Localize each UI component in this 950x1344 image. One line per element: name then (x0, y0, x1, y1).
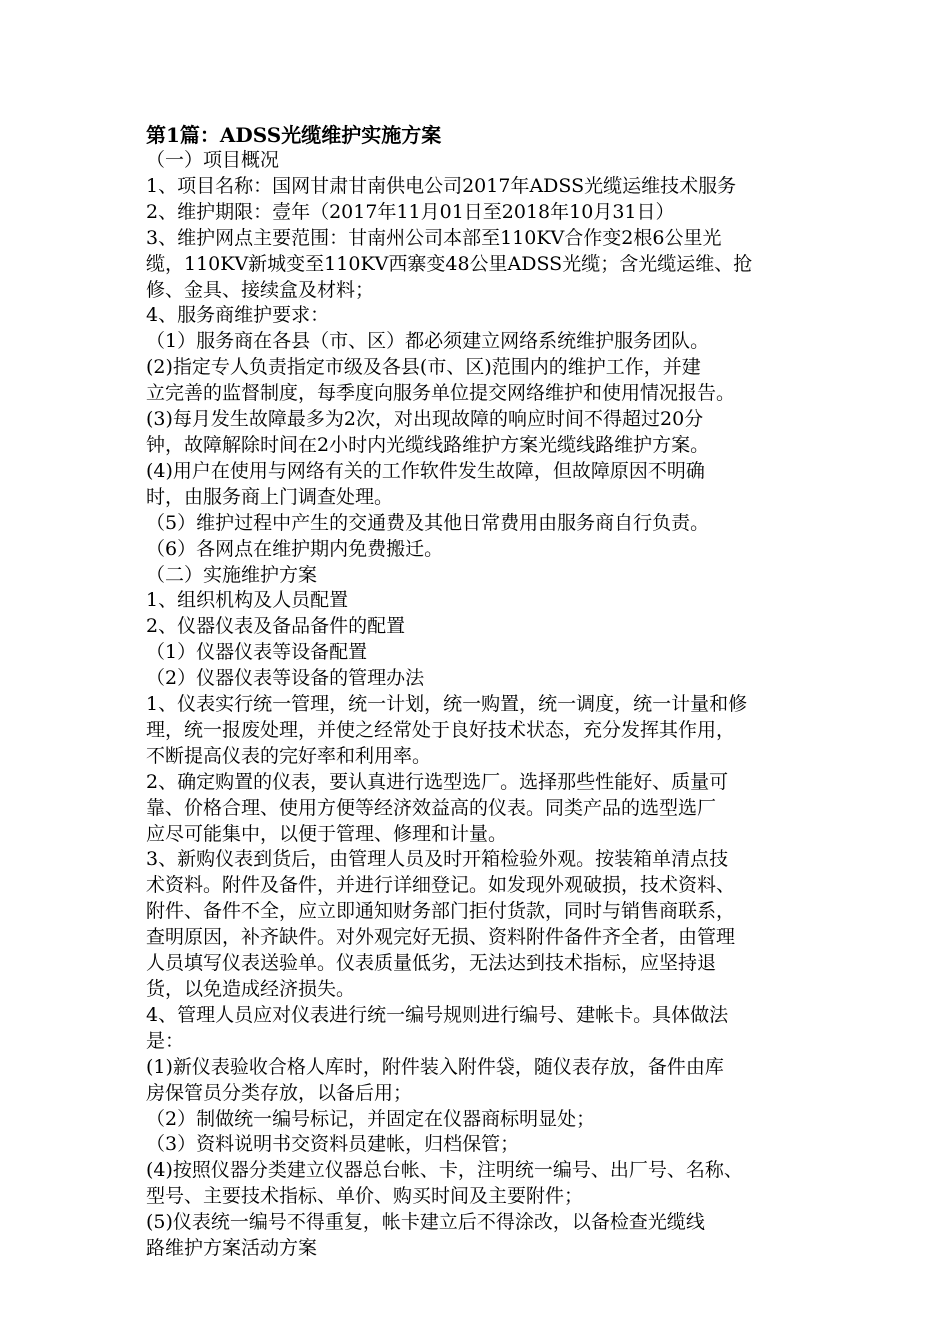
document-line: （3）资料说明书交资料员建帐，归档保管； (146, 1133, 520, 1156)
document-line: 时，由服务商上门调查处理。 (146, 485, 394, 508)
document-line: （二）实施维护方案 (146, 563, 318, 586)
document-line: 3、新购仪表到货后，由管理人员及时开箱检验外观。按装箱单清点技 (146, 848, 729, 871)
document-line: 4、服务商维护要求： (146, 304, 330, 327)
document-line: 附件、备件不全，应立即通知财务部门拒付货款，同时与销售商联系， (146, 900, 736, 923)
document-line: (3)每月发生故障最多为2次，对出现故障的响应时间不得超过20分 (146, 408, 704, 431)
document-line: (4)按照仪器分类建立仪器总台帐、卡，注明统一编号、出厂号、名称、 (146, 1159, 743, 1182)
document-line: 不断提高仪表的完好率和利用率。 (146, 744, 432, 767)
document-line: （2）仪器仪表等设备的管理办法 (146, 667, 425, 690)
document-line: 应尽可能集中，以便于管理、修理和计量。 (146, 822, 508, 845)
document-line: 钟，故障解除时间在2小时内光缆线路维护方案光缆线路维护方案。 (146, 433, 710, 456)
document-line: 2、维护期限：壹年（2017年11月01日至2018年10月31日） (146, 200, 675, 223)
document-line: （1）服务商在各县（市、区）都必须建立网络系统维护服务团队。 (146, 330, 710, 353)
document-line: 缆，110KV新城变至110KV西寨变48公里ADSS光缆；含光缆运维、抢 (146, 252, 753, 275)
document-line: 2、确定购置的仪表，要认真进行选型选厂。选择那些性能好、质量可 (146, 770, 729, 793)
document-line: (4)用户在使用与网络有关的工作软件发生故障，但故障原因不明确 (146, 459, 705, 482)
document-line: 3、维护网点主要范围：甘南州公司本部至110KV合作变2根6公里光 (146, 226, 722, 249)
document-line: 货，以免造成经济损失。 (146, 978, 356, 1000)
document-line: 型号、主要技术指标、单价、购买时间及主要附件； (146, 1185, 584, 1208)
document-line: 理，统一报废处理，并使之经常处于良好技术状态，充分发挥其作用， (146, 718, 736, 741)
document-line: 1、仪表实行统一管理，统一计划，统一购置，统一调度，统一计量和修 (146, 693, 748, 716)
document-line: 查明原因，补齐缺件。对外观完好无损、资料附件备件齐全者，由管理 (146, 926, 736, 949)
document-line: (2)指定专人负责指定市级及各县(市、区)范围内的维护工作，并建 (146, 356, 701, 379)
document-line: 立完善的监督制度，每季度向服务单位提交网络维护和使用情况报告。 (146, 382, 736, 405)
document-page (146, 122, 822, 1262)
document-line: （一）项目概况 (146, 149, 280, 171)
document-line: 房保管员分类存放，以备后用； (146, 1081, 413, 1104)
document-line: 4、管理人员应对仪表进行统一编号规则进行编号、建帐卡。具体做法 (146, 1003, 729, 1026)
document-line: 路维护方案活动方案 (146, 1237, 318, 1260)
document-line: （2）制做统一编号标记，并固定在仪器商标明显处； (146, 1107, 596, 1130)
document-line: （6）各网点在维护期内免费搬迁。 (146, 537, 444, 560)
document-body (146, 148, 822, 1262)
document-line: 1、项目名称：国网甘肃甘南供电公司2017年ADSS光缆运维技术服务 (146, 174, 737, 197)
document-line: 术资料。附件及备件，并进行详细登记。如发现外观破损，技术资料、 (146, 874, 736, 897)
document-line: (5)仪表统一编号不得重复，帐卡建立后不得涂改，以备检查光缆线 (146, 1211, 705, 1234)
document-title: 第1篇：ADSS光缆维护实施方案 (146, 123, 442, 147)
document-line: 2、仪器仪表及备品备件的配置 (146, 615, 406, 638)
document-line: 1、组织机构及人员配置 (146, 589, 349, 612)
document-line: 是： (146, 1029, 185, 1052)
document-line: （1）仪器仪表等设备配置 (146, 641, 368, 664)
document-line: (1)新仪表验收合格人库时，附件装入附件袋，随仪表存放，备件由库 (146, 1055, 724, 1078)
document-line: 人员填写仪表送验单。仪表质量低劣，无法达到技术指标，应坚持退 (146, 952, 717, 975)
document-line: 修、金具、接续盒及材料； (146, 278, 375, 301)
document-line: （5）维护过程中产生的交通费及其他日常费用由服务商自行负责。 (146, 511, 710, 534)
document-line: 靠、价格合理、使用方便等经济效益高的仪表。同类产品的选型选厂 (146, 796, 717, 819)
